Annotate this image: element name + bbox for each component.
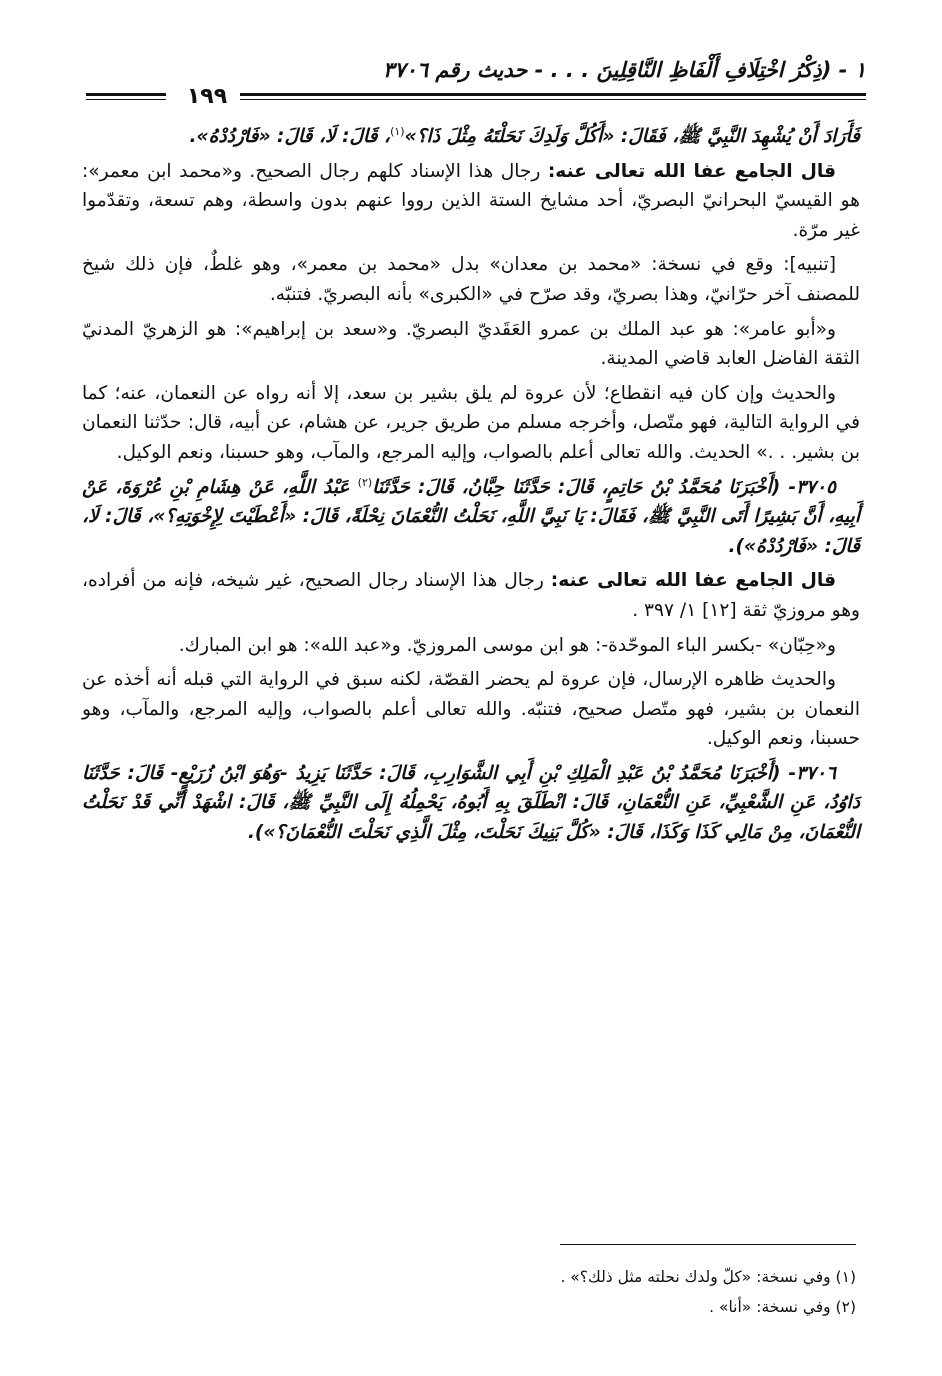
paragraph-narrators-2 — [82, 631, 860, 661]
running-title: ١ - (ذِكْرُ اخْتِلَافِ أَلْفَاظِ النَّاقِلِينَ . . . - حديث رقم ٣٧٠٦ — [382, 58, 866, 82]
footnote-1: (١) وفي نسخة: «كلّ ولدك نحلته مثل ذلك؟» . — [560, 1268, 856, 1286]
narrators-text: و«أبو عامر»: هو عبد الملك بن عمرو العَقَديّ البصريّ. و«سعد بن إبراهيم»: هو الزهريّ المدنيّ الثقة الفاضل العابد قاضي المدينة. — [82, 318, 860, 370]
page-number-rule-thin — [86, 99, 166, 100]
header-rule-thin — [240, 99, 866, 100]
paragraph-commentary-2 — [82, 566, 860, 625]
header-rule — [240, 93, 866, 96]
footnote-separator — [560, 1244, 856, 1245]
hadith-3705-text-end: عَبْدُ اللَّهِ، عَنْ هِشَامِ بْنِ عُرْوَةَ، عَنْ أَبِيهِ، أَنَّ بَشِيرًا أَتَى النَّبِيَّ ﷺ، فَقَالَ: يَا نَبِيَّ اللَّهِ، نَحَلْتُ النُّعْمَانَ نِحْلَةً، قَالَ: «أَعْطَيْتَ لِإِخْوَتِهِ؟»، قَالَ: لَا، قَالَ: «فَارْدُدْهُ»). — [82, 476, 860, 557]
paragraph-hadith-ending — [82, 122, 860, 152]
paragraph-discussion — [82, 379, 860, 468]
paragraph-commentary — [82, 157, 860, 246]
commentary-lead-2: قال الجامع عفا الله تعالى عنه: — [550, 570, 836, 592]
paragraph-discussion-2 — [82, 665, 860, 754]
hadith-3706-text: ٣٧٠٦- (أَخْبَرَنَا مُحَمَّدُ بْنُ عَبْدِ الْمَلِكِ بْنِ أَبِي الشَّوَارِبِ، قَالَ: حَدَّثَنَا يَزِيدُ -وَهُوَ ابْنُ زُرَيْعٍ- قَالَ: حَدَّثَنَا دَاوُدُ، عَنِ الشَّعْبِيِّ، عَنِ النُّعْمَانِ، قَالَ: انْطَلَقَ بِهِ أَبُوهُ، يَحْمِلُهُ إِلَى النَّبِيِّ ﷺ، قَالَ: اشْهَدْ أَنِّي قَدْ نَحَلْتُ النُّعْمَانَ، مِنْ مَالِي كَذَا وَكَذَا، قَالَ: «كُلَّ بَنِيكَ نَحَلْتَ، مِثْلَ الَّذِي نَحَلْتَ النُّعْمَانَ؟»). — [82, 762, 860, 844]
hadith-text: فَأَرَادَ أَنْ يُشْهِدَ النَّبِيَّ ﷺ، فَقَالَ: «أَكُلَّ وَلَدِكَ نَحَلْتَهُ مِثْلَ ذَا؟» — [404, 126, 860, 147]
paragraph-hadith-3706 — [82, 759, 860, 848]
commentary-text: رجال هذا الإسناد كلهم رجال الصحيح. و«محمد ابن معمر»: هو القيسيّ البحرانيّ البصريّ، أحد مشايخ الستة الذين رووا عنهم بدون واسطة، وهم تسعة، وتقدّموا غير مرّة. — [82, 160, 860, 241]
commentary-text-2: رجال هذا الإسناد رجال الصحيح، غير شيخه، فإنه من أفراده، وهو مروزيّ ثقة [١٢] ١/ ٣٩٧ . — [82, 570, 860, 621]
footnotes — [82, 1262, 856, 1322]
note-text: [تنبيه]: وقع في نسخة: «محمد بن معدان» بدل «محمد بن معمر»، وهو غلطٌ، فإن ذلك شيخ للمصنف آخر حرّانيّ، وهذا بصريّ، وقد صرّح في «الكبرى» بأنه البصريّ. فتنبّه. — [82, 254, 860, 305]
footnote-ref-2: (٢) — [357, 475, 373, 489]
paragraph-note — [82, 250, 860, 309]
discussion-text-2: والحديث ظاهره الإرسال، فإن عروة لم يحضر القصّة، لكنه سبق في الرواية التي قبله أنه أخذه عن النعمان بن بشير، فهو متّصل صحيح، فتنبّه. والله تعالى أعلم بالصواب، وإليه المرجع، والمآب، وهو حسبنا، ونعم الوكيل. — [82, 669, 860, 750]
main-text — [82, 122, 860, 853]
paragraph-hadith-3705 — [82, 473, 860, 562]
footnote-ref-1: (١) — [390, 124, 405, 138]
hadith-text-end: ، قَالَ: لَا، قَالَ: «فَارْدُدْهُ». — [189, 126, 391, 147]
paragraph-narrators — [82, 315, 860, 374]
page-number-rule — [86, 93, 166, 96]
hadith-3705-text: ٣٧٠٥- (أَخْبَرَنَا مُحَمَّدُ بْنُ حَاتِمٍ، قَالَ: حَدَّثَنَا حِبَّانُ، قَالَ: حَدَّثَنَا — [372, 476, 836, 498]
commentary-lead: قال الجامع عفا الله تعالى عنه: — [547, 160, 837, 182]
footnote-2: (٢) وفي نسخة: «أنا» . — [709, 1298, 856, 1316]
discussion-text: والحديث وإن كان فيه انقطاع؛ لأن عروة لم يلق بشير بن سعد، إلا أنه رواه عن النعمان، عنه؛ كما في الرواية التالية، فهو متّصل، وأخرجه مسلم من طريق جرير، عن هشام، عن أبيه، قال: حدّثنا النعمان بن بشير. . .» الحديث. والله تعالى أعلم بالصواب، وإليه المرجع، والمآب، وهو حسبنا، ونعم الوكيل. — [82, 382, 860, 463]
page-number: ١٩٩ — [186, 84, 228, 109]
narrators-text-2: و«حِبّان» -بكسر الباء الموحّدة-: هو ابن موسى المروزيّ. و«عبد الله»: هو ابن المبارك. — [178, 634, 836, 656]
